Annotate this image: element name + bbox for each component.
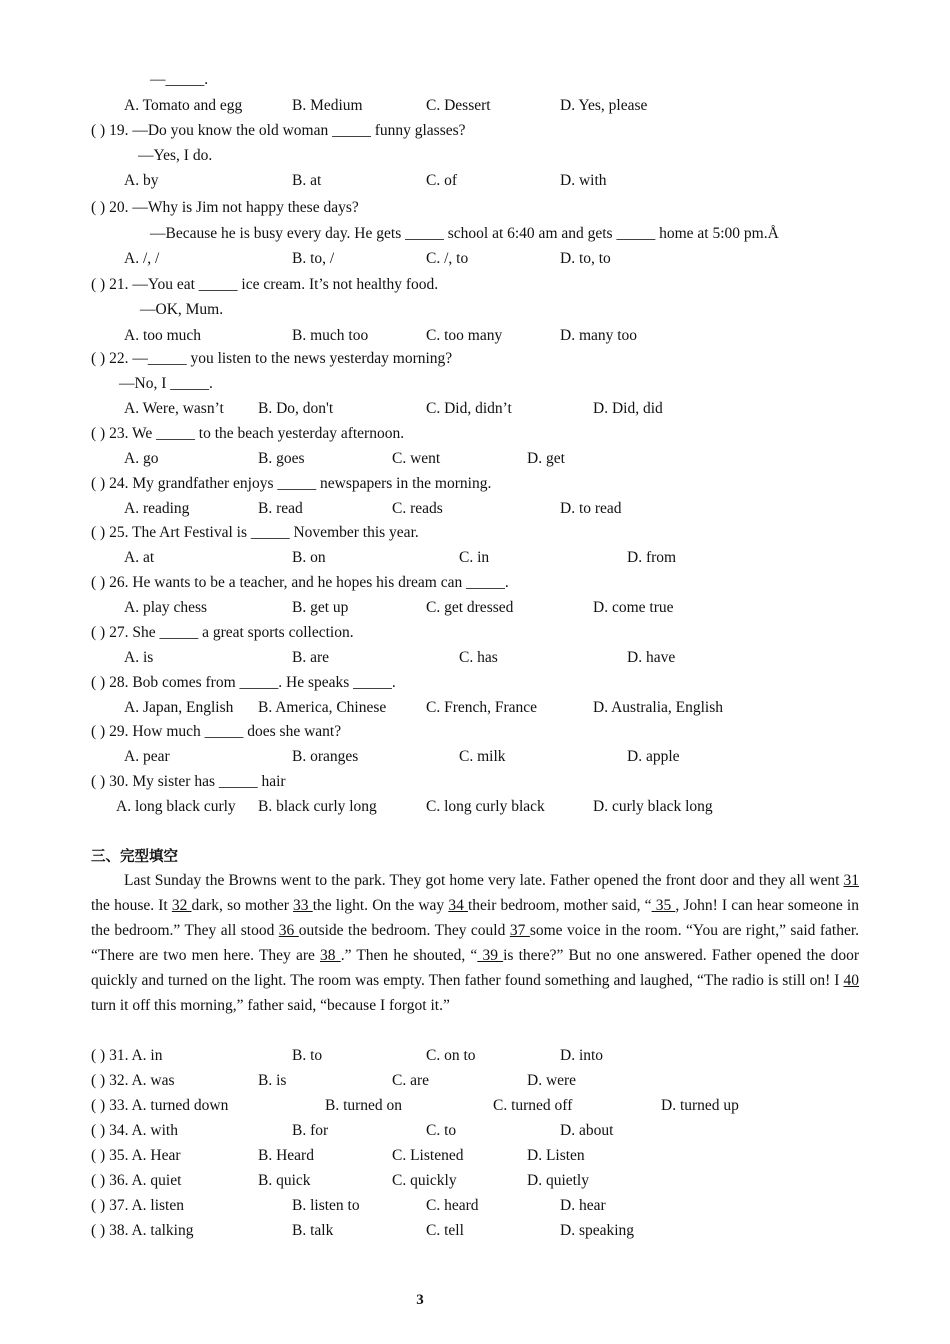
q29-option-a: A. pear xyxy=(124,748,170,765)
q30-option-c: C. long curly black xyxy=(426,798,545,815)
q30-option-a: A. long black curly xyxy=(116,798,236,815)
q25-option-c: C. in xyxy=(459,549,490,566)
q34-option-d: D. about xyxy=(560,1122,614,1139)
q36-option-d: D. quietly xyxy=(527,1172,589,1189)
q22-option-d: D. Did, did xyxy=(593,400,663,417)
q31-option-b: B. to xyxy=(292,1047,323,1064)
q29-stem: ( ) 29. How much _____ does she want? xyxy=(91,723,342,740)
q22-option-a: A. Were, wasn’t xyxy=(124,400,224,417)
q23-stem: ( ) 23. We _____ to the beach yesterday afternoon. xyxy=(91,425,405,442)
q21-option-c: C. too many xyxy=(426,327,503,344)
q19-stem: ( ) 19. —Do you know the old woman _____ funny glasses? xyxy=(91,122,466,139)
q27-option-a: A. is xyxy=(124,649,154,666)
q21-stem: ( ) 21. —You eat _____ ice cream. It’s not healthy food. xyxy=(91,276,439,293)
q22-option-c: C. Did, didn’t xyxy=(426,400,512,417)
q24-stem: ( ) 24. My grandfather enjoys _____ newspapers in the morning. xyxy=(91,475,492,492)
q23-option-c: C. went xyxy=(392,450,441,467)
q35-option-b: B. Heard xyxy=(258,1147,314,1164)
q18-answer-line: —_____. xyxy=(150,71,209,88)
q26-option-d: D. come true xyxy=(593,599,674,616)
q34-option-b: B. for xyxy=(292,1122,329,1139)
q33-option-a: ( ) 33. A. turned down xyxy=(91,1097,229,1114)
q35-option-c: C. Listened xyxy=(392,1147,464,1164)
q20-option-c: C. /, to xyxy=(426,250,469,267)
q27-option-d: D. have xyxy=(627,649,676,666)
q25-option-a: A. at xyxy=(124,549,155,566)
q19-option-d: D. with xyxy=(560,172,607,189)
q21-option-a: A. too much xyxy=(124,327,202,344)
q21-option-b: B. much too xyxy=(292,327,369,344)
q19-option-a: A. by xyxy=(124,172,159,189)
q24-option-d: D. to read xyxy=(560,500,622,517)
blank-32: 32 xyxy=(171,896,192,914)
blank-37: 37 xyxy=(509,921,530,939)
q27-option-c: C. has xyxy=(459,649,498,666)
q30-option-b: B. black curly long xyxy=(258,798,377,815)
q35-option-d: D. Listen xyxy=(527,1147,585,1164)
q23-option-b: B. goes xyxy=(258,450,305,467)
q26-option-b: B. get up xyxy=(292,599,349,616)
blank-34: 34 xyxy=(448,896,468,914)
q22-reply: —No, I _____. xyxy=(119,375,213,392)
q32-option-c: C. are xyxy=(392,1072,430,1089)
q31-option-d: D. into xyxy=(560,1047,604,1064)
q33-option-b: B. turned on xyxy=(325,1097,403,1114)
q27-stem: ( ) 27. She _____ a great sports collection. xyxy=(91,624,354,641)
section-heading-cloze: 三、完型填空 xyxy=(91,849,178,865)
q22-stem: ( ) 22. —_____ you listen to the news yesterday morning? xyxy=(91,350,453,367)
blank-39: 39 xyxy=(477,946,504,964)
q34-option-c: C. to xyxy=(426,1122,457,1139)
q32-option-b: B. is xyxy=(258,1072,287,1089)
q28-stem: ( ) 28. Bob comes from _____. He speaks _____. xyxy=(91,674,396,691)
q37-option-d: D. hear xyxy=(560,1197,606,1214)
q21-option-d: D. many too xyxy=(560,327,638,344)
q24-option-b: B. read xyxy=(258,500,303,517)
q37-option-b: B. listen to xyxy=(292,1197,360,1214)
q29-option-d: D. apple xyxy=(627,748,680,765)
q26-option-c: C. get dressed xyxy=(426,599,514,616)
q37-option-a: ( ) 37. A. listen xyxy=(91,1197,184,1214)
q38-option-b: B. talk xyxy=(292,1222,334,1239)
q23-option-a: A. go xyxy=(124,450,159,467)
q22-option-b: B. Do, don't xyxy=(258,400,334,417)
q30-stem: ( ) 30. My sister has _____ hair xyxy=(91,773,286,790)
q18-option-b: B. Medium xyxy=(292,97,363,114)
q26-option-a: A. play chess xyxy=(124,599,208,616)
q29-option-b: B. oranges xyxy=(292,748,359,765)
q26-stem: ( ) 26. He wants to be a teacher, and he hopes his dream can _____. xyxy=(91,574,509,591)
q20-stem: ( ) 20. —Why is Jim not happy these days? xyxy=(91,199,359,216)
q19-reply: —Yes, I do. xyxy=(138,147,213,164)
blank-38: 38 xyxy=(320,946,341,964)
q21-reply: —OK, Mum. xyxy=(140,301,224,318)
q20-option-a: A. /, / xyxy=(124,250,160,267)
blank-35: 35 xyxy=(651,896,676,914)
q32-option-a: ( ) 32. A. was xyxy=(91,1072,175,1089)
q38-option-a: ( ) 38. A. talking xyxy=(91,1222,194,1239)
q24-option-a: A. reading xyxy=(124,500,190,517)
q34-option-a: ( ) 34. A. with xyxy=(91,1122,178,1139)
q18-option-d: D. Yes, please xyxy=(560,97,648,114)
q27-option-b: B. are xyxy=(292,649,330,666)
q20-option-d: D. to, to xyxy=(560,250,611,267)
q25-stem: ( ) 25. The Art Festival is _____ November this year. xyxy=(91,524,419,541)
q28-option-b: B. America, Chinese xyxy=(258,699,387,716)
q23-option-d: D. get xyxy=(527,450,565,467)
q18-option-a: A. Tomato and egg xyxy=(124,97,243,114)
q31-option-a: ( ) 31. A. in xyxy=(91,1047,163,1064)
blank-31: 31 xyxy=(843,872,859,889)
cloze-passage: Last Sunday the Browns went to the park. They got home very late. Father opened the front door and they all went 31 the house. It 32 dark, so mother 33 the light. On the way 34 their bedroom, mother said, “ 35 , John! I can hear someone in the bedroom.” They all stood 36 outside the bedroom. They could 37 some voice in the room. “You are right,” said father. “There are two men here. They are 38 .” Then he shouted, “ 39 is there?” But no one answered. Father opened the door quickly and turned on the light. The room was empty. Then father found something and laughed, “The radio is still on! I 40 turn it off this morning,” father said, “because I forgot it.” xyxy=(91,872,860,1014)
q38-option-c: C. tell xyxy=(426,1222,464,1239)
blank-33: 33 xyxy=(293,896,313,914)
q32-option-d: D. were xyxy=(527,1072,577,1089)
blank-36: 36 xyxy=(278,921,299,939)
q29-option-c: C. milk xyxy=(459,748,506,765)
q25-option-b: B. on xyxy=(292,549,326,566)
q20-reply: —Because he is busy every day. He gets _____ school at 6:40 am and gets _____ home at 5:00 pm.Å xyxy=(150,225,779,242)
q33-option-d: D. turned up xyxy=(661,1097,739,1114)
page-number: 3 xyxy=(416,1292,424,1308)
q33-option-c: C. turned off xyxy=(493,1097,573,1114)
q20-option-b: B. to, / xyxy=(292,250,335,267)
q19-option-b: B. at xyxy=(292,172,322,189)
q38-option-d: D. speaking xyxy=(560,1222,635,1239)
q19-option-c: C. of xyxy=(426,172,457,189)
q18-option-c: C. Dessert xyxy=(426,97,491,114)
q28-option-c: C. French, France xyxy=(426,699,538,716)
blank-40: 40 xyxy=(843,971,859,989)
q37-option-c: C. heard xyxy=(426,1197,479,1214)
q36-option-a: ( ) 36. A. quiet xyxy=(91,1172,182,1189)
q36-option-c: C. quickly xyxy=(392,1172,457,1189)
q36-option-b: B. quick xyxy=(258,1172,311,1189)
q31-option-c: C. on to xyxy=(426,1047,476,1064)
q28-option-a: A. Japan, English xyxy=(124,699,234,716)
q30-option-d: D. curly black long xyxy=(593,798,713,815)
q35-option-a: ( ) 35. A. Hear xyxy=(91,1147,181,1164)
q24-option-c: C. reads xyxy=(392,500,443,517)
q25-option-d: D. from xyxy=(627,549,677,566)
q28-option-d: D. Australia, English xyxy=(593,699,724,716)
